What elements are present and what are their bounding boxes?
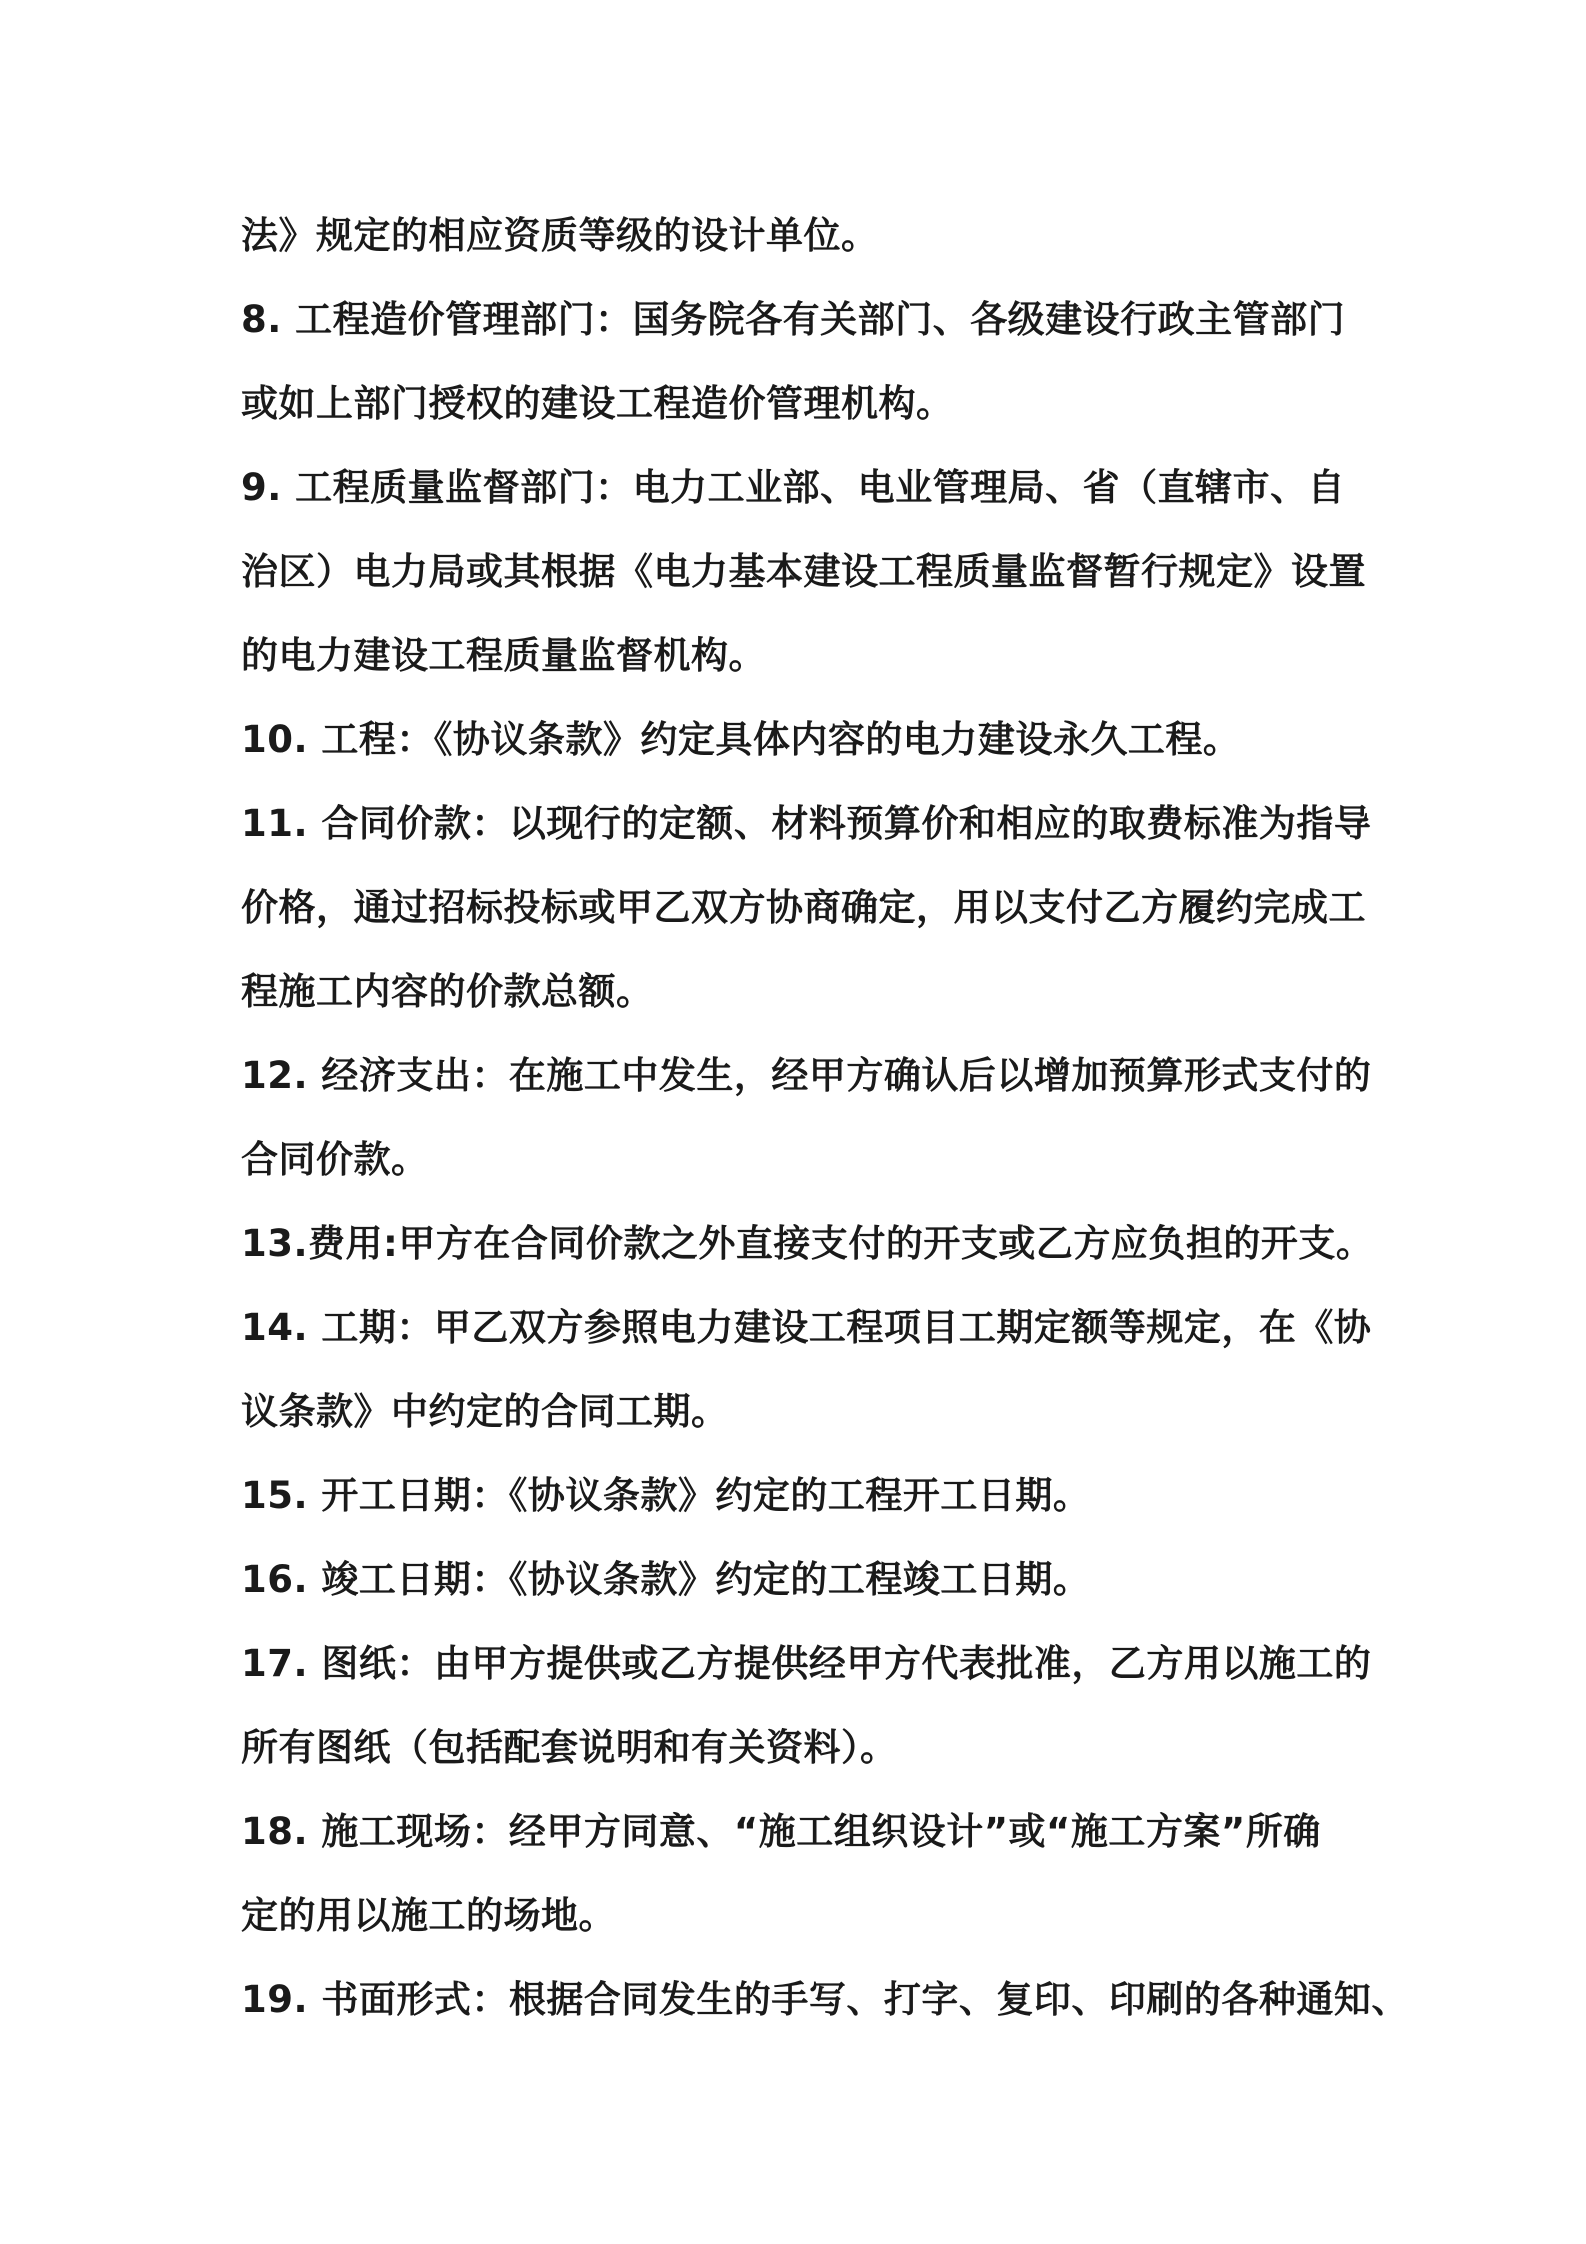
text-line: 18. 施工现场：经甲方同意、“施工组织设计”或“施工方案”所确	[241, 1810, 1321, 1853]
text-line: 议条款》中约定的合同工期。	[241, 1390, 729, 1433]
text-line: 16. 竣工日期：《协议条款》约定的工程竣工日期。	[241, 1558, 1091, 1601]
text-line: 合同价款。	[241, 1138, 429, 1181]
text-line: 8. 工程造价管理部门：国务院各有关部门、各级建设行政主管部门	[241, 298, 1346, 341]
text-line: 11. 合同价款：以现行的定额、材料预算价和相应的取费标准为指导	[241, 802, 1372, 845]
text-line: 13.费用:甲方在合同价款之外直接支付的开支或乙方应负担的开支。	[241, 1222, 1374, 1265]
document-body	[241, 194, 1409, 2042]
text-line: 15. 开工日期：《协议条款》约定的工程开工日期。	[241, 1474, 1091, 1517]
text-line: 14. 工期：甲乙双方参照电力建设工程项目工期定额等规定，在《协	[241, 1306, 1372, 1349]
text-line: 价格，通过招标投标或甲乙双方协商确定，用以支付乙方履约完成工	[241, 886, 1366, 929]
text-line: 9. 工程质量监督部门：电力工业部、电业管理局、省（直辖市、自	[241, 466, 1346, 509]
text-line: 10. 工程：《协议条款》约定具体内容的电力建设永久工程。	[241, 718, 1241, 761]
text-line: 治区）电力局或其根据《电力基本建设工程质量监督暂行规定》设置	[241, 550, 1366, 593]
text-line: 程施工内容的价款总额。	[241, 970, 654, 1013]
text-line: 12. 经济支出：在施工中发生，经甲方确认后以增加预算形式支付的	[241, 1054, 1372, 1097]
text-line: 定的用以施工的场地。	[241, 1894, 616, 1937]
text-line: 的电力建设工程质量监督机构。	[241, 634, 766, 677]
text-line: 法》规定的相应资质等级的设计单位。	[241, 214, 879, 257]
text-line: 19. 书面形式：根据合同发生的手写、打字、复印、印刷的各种通知、	[241, 1978, 1409, 2021]
text-line: 所有图纸（包括配套说明和有关资料）。	[241, 1726, 898, 1769]
text-line: 或如上部门授权的建设工程造价管理机构。	[241, 382, 954, 425]
text-line: 17. 图纸：由甲方提供或乙方提供经甲方代表批准，乙方用以施工的	[241, 1642, 1372, 1685]
